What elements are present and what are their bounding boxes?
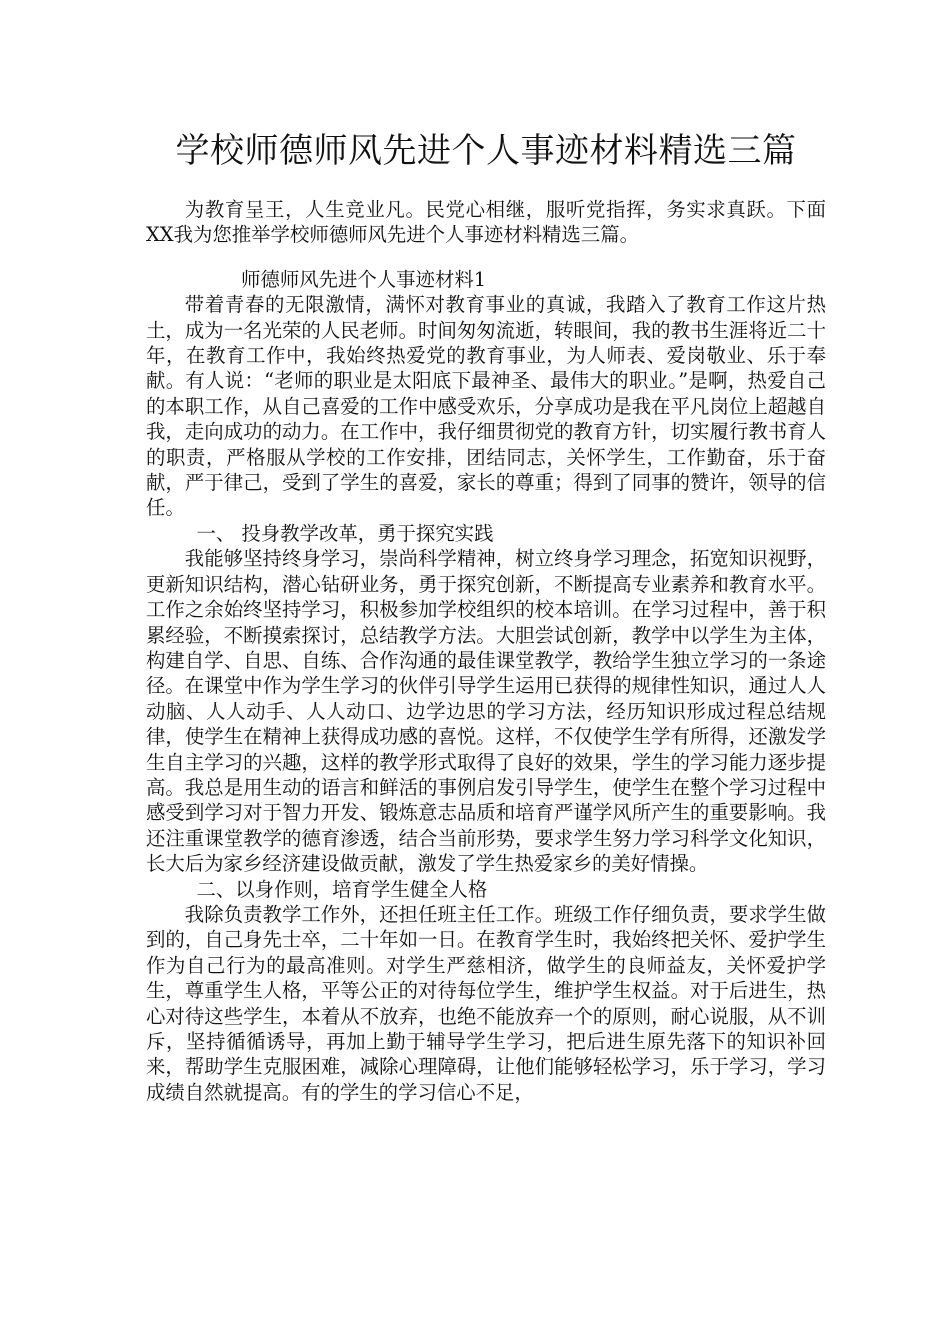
body-paragraph-2: 我能够坚持终身学习，崇尚科学精神，树立终身学习理念，拓宽知识视野，更新知识结构，潜心钻研业务，勇于探究创新，不断提高专业素养和教育水平。工作之余始终坚持学习，积极参加学校组织的校本培训。在学习过程中，善于积累经验，不断摸索探讨，总结教学方法。大胆尝试创新，教学中以学生为主体，构建自学、自思、自练、合作沟通的最佳课堂教学，教给学生独立学习的一条途径。在课堂中作为学生学习的伙伴引导学生运用已获得的规律性知识，通过人人动脑、人人动手、人人动口、边学边思的学习方法，经历知识形成过程总结规律，使学生在精神上获得成功感的喜悦。这样，不仅使学生学有所得，还激发学生自主学习的兴趣，这样的教学形式取得了良好的效果，学生的学习能力逐步提高。我总是用生动的语言和鲜活的事例启发引导学生，使学生在整个学习过程中感受到学习对于智力开发、锻炼意志品质和培育严谨学风所产生的重要影响。我还注重课堂教学的德育渗透，结合当前形势，要求学生努力学习科学文化知识，长大后为家乡经济建设做贡献，激发了学生热爱家乡的美好情操。 <box>146 547 826 876</box>
body-paragraph-1: 带着青春的无限激情，满怀对教育事业的真诚，我踏入了教育工作这片热土，成为一名光荣的人民老师。时间匆匆流逝，转眼间，我的教书生涯将近二十年，在教育工作中，我始终热爱党的教育事业，为人师表、爱岗敬业、乐于奉献。有人说：“老师的职业是太阳底下最神圣、最伟大的职业。”是啊，热爱自己的本职工作，从自己喜爱的工作中感受欢乐，分享成功是我在平凡岗位上超越自我，走向成功的动力。在工作中，我仔细贯彻党的教育方针，切实履行教书育人的职责，严格服从学校的工作安排，团结同志，关怀学生，工作勤奋，乐于奋献，严于律己，受到了学生的喜爱，家长的尊重；得到了同事的赞许，领导的信任。 <box>146 293 826 520</box>
document-title: 学校师德师风先进个人事迹材料精选三篇 <box>175 131 797 171</box>
spacer <box>146 248 826 267</box>
section-heading-1: 一、 投身教学改革，勇于探究实践 <box>196 521 494 545</box>
document-page <box>146 125 826 1105</box>
intro-paragraph: 为教育呈王，人生竞业凡。民党心相继，服听党指挥，务实求真跃。下面XX我为您推举学校师德师风先进个人事迹材料精选三篇。 <box>146 198 826 247</box>
section-heading-2: 二、以身作则，培育学生健全人格 <box>196 877 488 901</box>
body-paragraph-3: 我除负责教学工作外，还担任班主任工作。班级工作仔细负责，要求学生做到的，自己身先士卒，二十年如一日。在教育学生时，我始终把关怀、爱护学生作为自己行为的最高准则。对学生严慈相济，做学生的良师益友，关怀爱护学生，尊重学生人格，平等公正的对待每位学生，维护学生权益。对于后进生，热心对待这些学生，本着从不放弃，也绝不能放弃一个的原则，耐心说服，从不训斥，坚持循循诱导，再加上勤于辅导学生学习，把后进生原先落下的知识补回来，帮助学生克服困难，减除心理障碍，让他们能够轻松学习，乐于学习，学习成绩自然就提高。有的学生的学习信心不足， <box>146 902 826 1104</box>
section-title: 师德师风先进个人事迹材料1 <box>241 267 487 291</box>
